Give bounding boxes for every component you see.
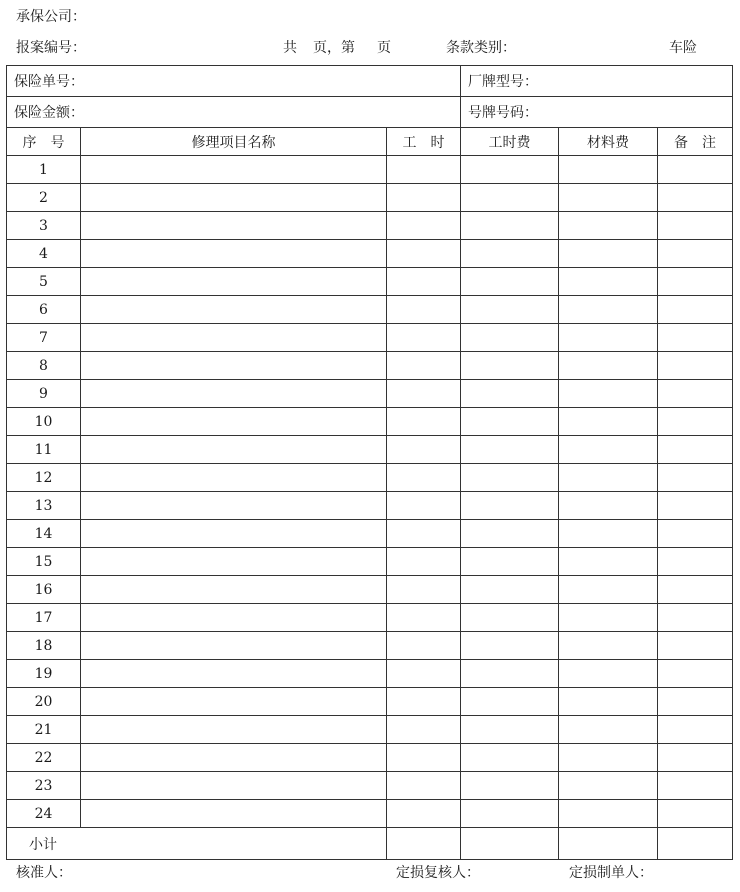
row-number: 23 bbox=[7, 772, 81, 800]
item-name-cell[interactable] bbox=[81, 464, 387, 492]
clause-type-label: 条款类别： bbox=[446, 40, 516, 56]
item-name-cell[interactable] bbox=[81, 156, 387, 184]
repair-items-table bbox=[6, 65, 733, 860]
table-row bbox=[7, 744, 733, 772]
row-number: 6 bbox=[7, 296, 81, 324]
hours-cell[interactable] bbox=[387, 772, 461, 800]
material-cost-cell[interactable] bbox=[559, 688, 658, 716]
labor-cost-cell[interactable] bbox=[461, 744, 559, 772]
col-header-seq: 序 号 bbox=[7, 128, 81, 156]
row-number: 10 bbox=[7, 408, 81, 436]
material-cost-cell[interactable] bbox=[559, 576, 658, 604]
labor-cost-cell[interactable] bbox=[461, 296, 559, 324]
item-name-cell[interactable] bbox=[81, 744, 387, 772]
material-cost-cell[interactable] bbox=[559, 324, 658, 352]
material-cost-cell[interactable] bbox=[559, 772, 658, 800]
row-number: 20 bbox=[7, 688, 81, 716]
labor-cost-cell[interactable] bbox=[461, 632, 559, 660]
hours-cell[interactable] bbox=[387, 436, 461, 464]
row-number: 3 bbox=[7, 212, 81, 240]
item-name-cell[interactable] bbox=[81, 576, 387, 604]
reviewer-label: 定损复核人： bbox=[396, 865, 480, 881]
hours-cell[interactable] bbox=[387, 660, 461, 688]
table-row bbox=[7, 380, 733, 408]
table-row bbox=[7, 716, 733, 744]
column-header-row bbox=[7, 128, 733, 156]
labor-cost-cell[interactable] bbox=[461, 800, 559, 828]
hours-cell[interactable] bbox=[387, 744, 461, 772]
hours-cell[interactable] bbox=[387, 520, 461, 548]
underwriter-label: 承保公司： bbox=[16, 9, 86, 25]
material-cost-cell[interactable] bbox=[559, 240, 658, 268]
item-name-cell[interactable] bbox=[81, 212, 387, 240]
row-number: 12 bbox=[7, 464, 81, 492]
item-name-cell[interactable] bbox=[81, 408, 387, 436]
item-name-cell[interactable] bbox=[81, 380, 387, 408]
item-name-cell[interactable] bbox=[81, 548, 387, 576]
row-number: 9 bbox=[7, 380, 81, 408]
hours-cell[interactable] bbox=[387, 632, 461, 660]
labor-cost-cell[interactable] bbox=[461, 212, 559, 240]
remarks-cell[interactable] bbox=[658, 772, 733, 800]
hours-cell[interactable] bbox=[387, 716, 461, 744]
labor-cost-cell[interactable] bbox=[461, 772, 559, 800]
labor-cost-cell[interactable] bbox=[461, 352, 559, 380]
remarks-cell[interactable] bbox=[658, 576, 733, 604]
row-number: 19 bbox=[7, 660, 81, 688]
remarks-cell[interactable] bbox=[658, 380, 733, 408]
col-header-item-name: 修理项目名称 bbox=[81, 128, 387, 156]
material-cost-cell[interactable] bbox=[559, 464, 658, 492]
policy-no-label: 保险单号： bbox=[14, 74, 84, 90]
labor-cost-cell[interactable] bbox=[461, 268, 559, 296]
labor-cost-cell[interactable] bbox=[461, 688, 559, 716]
labor-cost-cell[interactable] bbox=[461, 492, 559, 520]
plate-no-label: 号牌号码： bbox=[468, 105, 538, 121]
material-cost-cell[interactable] bbox=[559, 436, 658, 464]
labor-cost-cell[interactable] bbox=[461, 520, 559, 548]
row-number: 15 bbox=[7, 548, 81, 576]
remarks-cell[interactable] bbox=[658, 436, 733, 464]
row-number: 16 bbox=[7, 576, 81, 604]
subtotal-labor-cost-cell[interactable] bbox=[461, 828, 559, 860]
row-number: 4 bbox=[7, 240, 81, 268]
hours-cell[interactable] bbox=[387, 548, 461, 576]
labor-cost-cell[interactable] bbox=[461, 548, 559, 576]
material-cost-cell[interactable] bbox=[559, 548, 658, 576]
table-row bbox=[7, 520, 733, 548]
row-number: 14 bbox=[7, 520, 81, 548]
material-cost-cell[interactable] bbox=[559, 520, 658, 548]
item-name-cell[interactable] bbox=[81, 324, 387, 352]
material-cost-cell[interactable] bbox=[559, 156, 658, 184]
item-name-cell[interactable] bbox=[81, 688, 387, 716]
preparer-label: 定损制单人： bbox=[569, 865, 653, 881]
insured-amount-label: 保险金额： bbox=[14, 105, 84, 121]
row-number: 7 bbox=[7, 324, 81, 352]
item-name-cell[interactable] bbox=[81, 520, 387, 548]
page-total-label: 共 bbox=[283, 40, 297, 56]
plate-no-cell[interactable] bbox=[461, 97, 733, 128]
col-header-remarks: 备 注 bbox=[658, 128, 733, 156]
row-number: 21 bbox=[7, 716, 81, 744]
table-row bbox=[7, 352, 733, 380]
row-number: 5 bbox=[7, 268, 81, 296]
item-name-cell[interactable] bbox=[81, 436, 387, 464]
table-row bbox=[7, 632, 733, 660]
hours-cell[interactable] bbox=[387, 184, 461, 212]
remarks-cell[interactable] bbox=[658, 800, 733, 828]
page-current-label: 页，第 bbox=[313, 40, 355, 56]
remarks-cell[interactable] bbox=[658, 184, 733, 212]
row-number: 8 bbox=[7, 352, 81, 380]
subtotal-row bbox=[7, 828, 733, 860]
item-name-cell[interactable] bbox=[81, 296, 387, 324]
insured-amount-cell[interactable] bbox=[7, 97, 461, 128]
remarks-cell[interactable] bbox=[658, 632, 733, 660]
col-header-material-cost: 材料费 bbox=[559, 128, 658, 156]
material-cost-cell[interactable] bbox=[559, 604, 658, 632]
labor-cost-cell[interactable] bbox=[461, 408, 559, 436]
material-cost-cell[interactable] bbox=[559, 212, 658, 240]
table-row bbox=[7, 604, 733, 632]
material-cost-cell[interactable] bbox=[559, 660, 658, 688]
remarks-cell[interactable] bbox=[658, 548, 733, 576]
table-row bbox=[7, 324, 733, 352]
insurance-type-value: 车险 bbox=[669, 40, 697, 56]
remarks-cell[interactable] bbox=[658, 716, 733, 744]
hours-cell[interactable] bbox=[387, 296, 461, 324]
table-row bbox=[7, 688, 733, 716]
remarks-cell[interactable] bbox=[658, 240, 733, 268]
item-name-cell[interactable] bbox=[81, 660, 387, 688]
labor-cost-cell[interactable] bbox=[461, 604, 559, 632]
hours-cell[interactable] bbox=[387, 156, 461, 184]
row-number: 13 bbox=[7, 492, 81, 520]
table-row bbox=[7, 184, 733, 212]
subtotal-material-cost-cell[interactable] bbox=[559, 828, 658, 860]
table-row bbox=[7, 492, 733, 520]
subtotal-remarks-cell[interactable] bbox=[658, 828, 733, 860]
remarks-cell[interactable] bbox=[658, 688, 733, 716]
remarks-cell[interactable] bbox=[658, 492, 733, 520]
item-name-cell[interactable] bbox=[81, 352, 387, 380]
policy-no-cell[interactable] bbox=[7, 66, 461, 97]
labor-cost-cell[interactable] bbox=[461, 436, 559, 464]
row-number: 2 bbox=[7, 184, 81, 212]
labor-cost-cell[interactable] bbox=[461, 240, 559, 268]
row-number: 1 bbox=[7, 156, 81, 184]
labor-cost-cell[interactable] bbox=[461, 464, 559, 492]
item-name-cell[interactable] bbox=[81, 240, 387, 268]
labor-cost-cell[interactable] bbox=[461, 380, 559, 408]
labor-cost-cell[interactable] bbox=[461, 184, 559, 212]
material-cost-cell[interactable] bbox=[559, 352, 658, 380]
remarks-cell[interactable] bbox=[658, 212, 733, 240]
item-name-cell[interactable] bbox=[81, 716, 387, 744]
col-header-labor-cost: 工时费 bbox=[461, 128, 559, 156]
item-name-cell[interactable] bbox=[81, 604, 387, 632]
hours-cell[interactable] bbox=[387, 576, 461, 604]
hours-cell[interactable] bbox=[387, 240, 461, 268]
item-name-cell[interactable] bbox=[81, 184, 387, 212]
row-number: 24 bbox=[7, 800, 81, 828]
table-row bbox=[7, 296, 733, 324]
remarks-cell[interactable] bbox=[658, 324, 733, 352]
material-cost-cell[interactable] bbox=[559, 296, 658, 324]
row-number: 11 bbox=[7, 436, 81, 464]
labor-cost-cell[interactable] bbox=[461, 576, 559, 604]
hours-cell[interactable] bbox=[387, 268, 461, 296]
brand-model-cell[interactable] bbox=[461, 66, 733, 97]
approver-label: 核准人： bbox=[16, 865, 72, 881]
remarks-cell[interactable] bbox=[658, 520, 733, 548]
hours-cell[interactable] bbox=[387, 800, 461, 828]
page-unit-label: 页 bbox=[377, 40, 391, 56]
material-cost-cell[interactable] bbox=[559, 632, 658, 660]
row-number: 22 bbox=[7, 744, 81, 772]
table-row bbox=[7, 772, 733, 800]
material-cost-cell[interactable] bbox=[559, 380, 658, 408]
table-row bbox=[7, 240, 733, 268]
material-cost-cell[interactable] bbox=[559, 800, 658, 828]
hours-cell[interactable] bbox=[387, 464, 461, 492]
material-cost-cell[interactable] bbox=[559, 716, 658, 744]
table-row bbox=[7, 576, 733, 604]
table-row bbox=[7, 548, 733, 576]
material-cost-cell[interactable] bbox=[559, 408, 658, 436]
hours-cell[interactable] bbox=[387, 604, 461, 632]
report-no-label: 报案编号： bbox=[16, 40, 86, 56]
table-row bbox=[7, 212, 733, 240]
remarks-cell[interactable] bbox=[658, 296, 733, 324]
subtotal-label: 小计 bbox=[7, 828, 387, 860]
item-name-cell[interactable] bbox=[81, 492, 387, 520]
remarks-cell[interactable] bbox=[658, 464, 733, 492]
table-row bbox=[7, 464, 733, 492]
item-name-cell[interactable] bbox=[81, 268, 387, 296]
labor-cost-cell[interactable] bbox=[461, 716, 559, 744]
material-cost-cell[interactable] bbox=[559, 268, 658, 296]
remarks-cell[interactable] bbox=[658, 268, 733, 296]
remarks-cell[interactable] bbox=[658, 352, 733, 380]
col-header-hours: 工 时 bbox=[387, 128, 461, 156]
hours-cell[interactable] bbox=[387, 212, 461, 240]
table-row bbox=[7, 408, 733, 436]
item-name-cell[interactable] bbox=[81, 632, 387, 660]
remarks-cell[interactable] bbox=[658, 660, 733, 688]
hours-cell[interactable] bbox=[387, 492, 461, 520]
remarks-cell[interactable] bbox=[658, 408, 733, 436]
remarks-cell[interactable] bbox=[658, 604, 733, 632]
labor-cost-cell[interactable] bbox=[461, 324, 559, 352]
hours-cell[interactable] bbox=[387, 688, 461, 716]
item-name-cell[interactable] bbox=[81, 800, 387, 828]
hours-cell[interactable] bbox=[387, 408, 461, 436]
table-row bbox=[7, 800, 733, 828]
remarks-cell[interactable] bbox=[658, 156, 733, 184]
labor-cost-cell[interactable] bbox=[461, 660, 559, 688]
table-row bbox=[7, 436, 733, 464]
hours-cell[interactable] bbox=[387, 352, 461, 380]
row-number: 17 bbox=[7, 604, 81, 632]
material-cost-cell[interactable] bbox=[559, 744, 658, 772]
material-cost-cell[interactable] bbox=[559, 184, 658, 212]
info-row-2 bbox=[7, 97, 733, 128]
table-row bbox=[7, 660, 733, 688]
table-row bbox=[7, 268, 733, 296]
material-cost-cell[interactable] bbox=[559, 492, 658, 520]
item-name-cell[interactable] bbox=[81, 772, 387, 800]
subtotal-hours-cell[interactable] bbox=[387, 828, 461, 860]
info-row-1 bbox=[7, 66, 733, 97]
labor-cost-cell[interactable] bbox=[461, 156, 559, 184]
hours-cell[interactable] bbox=[387, 324, 461, 352]
remarks-cell[interactable] bbox=[658, 744, 733, 772]
table-row bbox=[7, 156, 733, 184]
brand-model-label: 厂牌型号： bbox=[468, 74, 538, 90]
row-number: 18 bbox=[7, 632, 81, 660]
hours-cell[interactable] bbox=[387, 380, 461, 408]
